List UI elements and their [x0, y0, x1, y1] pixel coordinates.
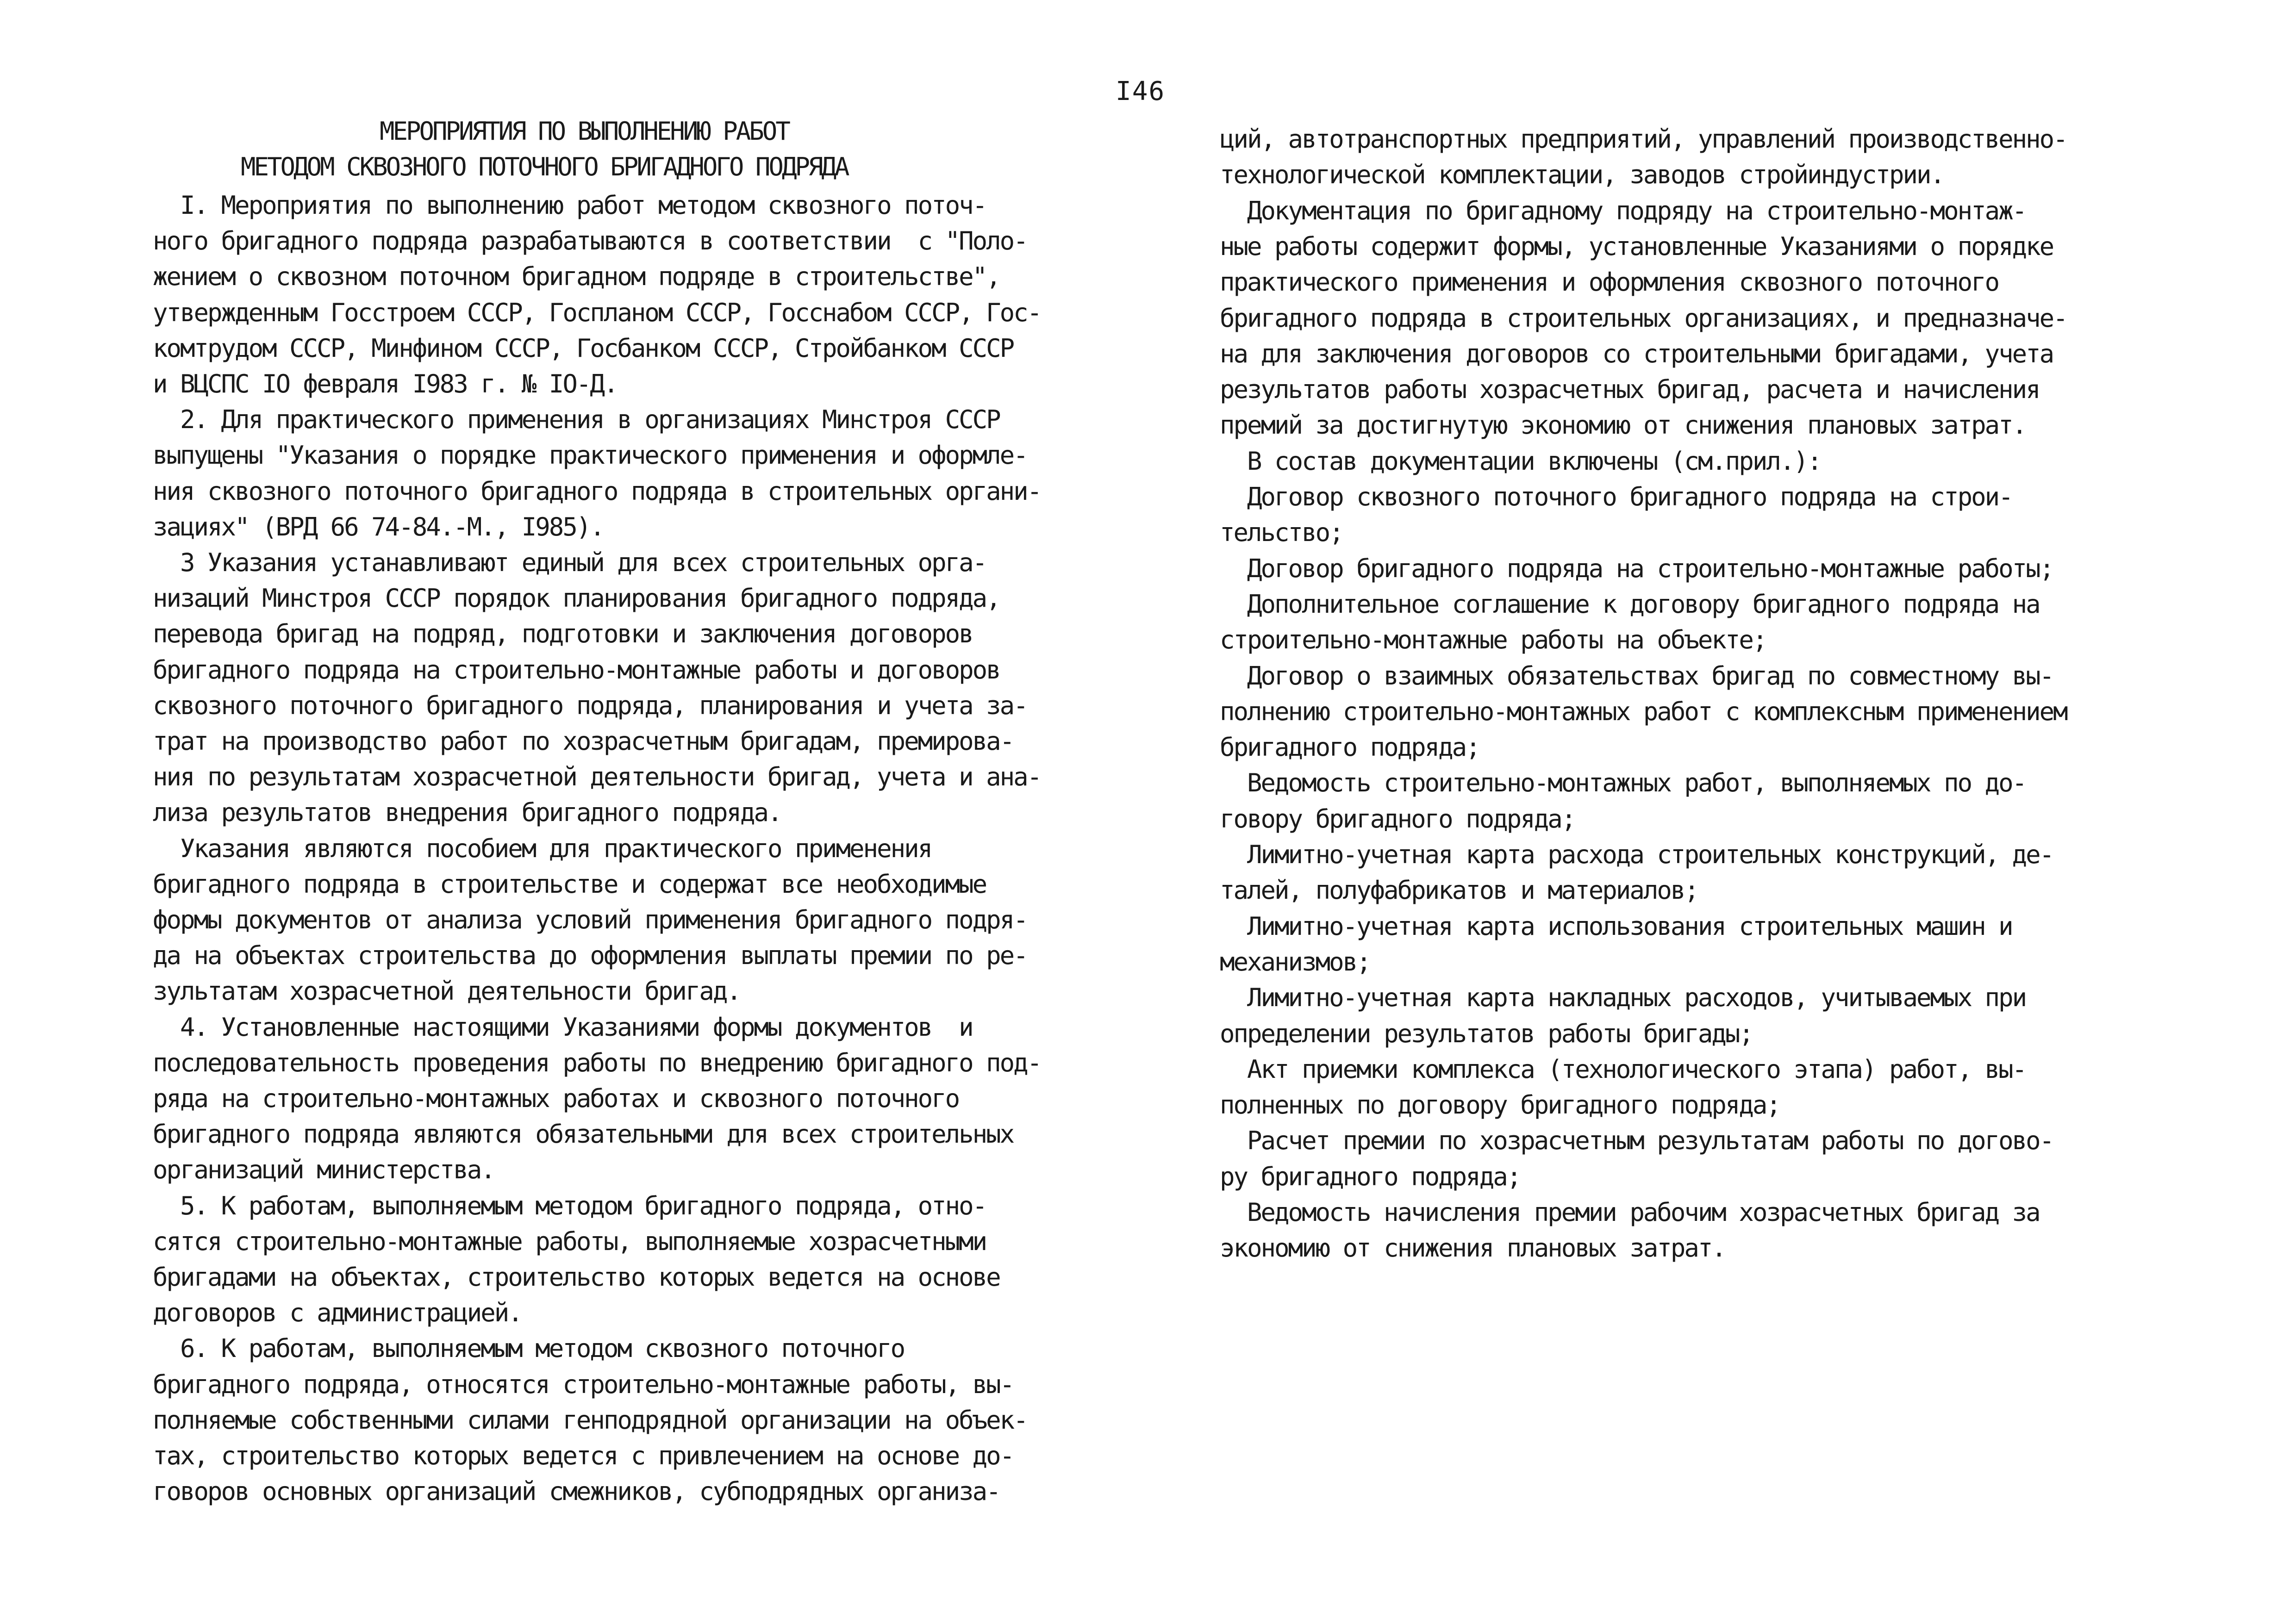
text-line: формы документов от анализа условий применения бригадного подря-	[153, 905, 1027, 934]
text-line: бригадного подряда, относятся строительно-монтажные работы, вы-	[153, 1370, 1014, 1399]
text-line: и ВЦСПС IO февраля I983 г. № IO-Д.	[153, 369, 618, 398]
text-line: последовательность проведения работы по внедрению бригадного под-	[153, 1048, 1041, 1077]
document-title-line: МЕТОДОМ СКВОЗНОГО ПОТОЧНОГО БРИГАДНОГО ПОДРЯДА	[241, 152, 848, 181]
text-line: Договор сквозного поточного бригадного подряда на строи-	[1220, 482, 2012, 511]
text-line: утвержденным Госстроем СССР, Госпланом СССР, Госснабом СССР, Гос-	[153, 298, 1041, 327]
text-line: бригадного подряда являются обязательными для всех строительных	[153, 1120, 1014, 1149]
text-line: бригадного подряда в строительных организациях, и предназначе-	[1220, 304, 2067, 333]
text-line: технологической комплектации, заводов стройиндустрии.	[1220, 160, 1944, 189]
text-line: сквозного поточного бригадного подряда, планирования и учета за-	[153, 691, 1027, 720]
text-line: Лимитно-учетная карта расхода строительных конструкций, де-	[1220, 840, 2053, 869]
text-line: тах, строительство которых ведется с привлечением на основе до-	[153, 1441, 1014, 1470]
text-line: лиза результатов внедрения бригадного подряда.	[153, 798, 781, 827]
text-line: В состав документации включены (см.прил.):	[1220, 447, 1821, 476]
text-line: тельство;	[1220, 518, 1343, 547]
text-line: бригадного подряда в строительстве и содержат все необходимые	[153, 870, 986, 899]
text-line: говоров основных организаций смежников, субподрядных организа-	[153, 1477, 1000, 1506]
text-line: экономию от снижения плановых затрат.	[1220, 1233, 1725, 1263]
text-line: бригадного подряда на строительно-монтажные работы и договоров	[153, 655, 1000, 684]
text-line: ные работы содержит формы, установленные Указаниями о порядке	[1220, 232, 2053, 261]
text-line: Расчет премии по хозрасчетным результатам работы по догово-	[1220, 1126, 2053, 1155]
text-line: Лимитно-учетная карта накладных расходов, учитываемых при	[1220, 983, 2026, 1012]
text-line: Дополнительное соглашение к договору бригадного подряда на	[1220, 590, 2040, 619]
text-line: зациях" (ВРД 66 74-84.-М., I985).	[153, 512, 604, 541]
text-line: полнению строительно-монтажных работ с комплексным применением	[1220, 697, 2067, 726]
text-line: талей, полуфабрикатов и материалов;	[1220, 876, 1698, 905]
text-line: говору бригадного подряда;	[1220, 804, 1575, 834]
text-line: сятся строительно-монтажные работы, выполняемые хозрасчетными	[153, 1227, 986, 1256]
text-line: премий за достигнутую экономию от снижения плановых затрат.	[1220, 411, 2026, 440]
text-line: Ведомость строительно-монтажных работ, выполняемых по до-	[1220, 768, 2026, 797]
text-line: ния сквозного поточного бригадного подряда в строительных органи-	[153, 477, 1041, 506]
text-line: организаций министерства.	[153, 1155, 494, 1184]
text-line: 5. К работам, выполняемым методом бригадного подряда, отно-	[153, 1191, 986, 1220]
text-line: на для заключения договоров со строительными бригадами, учета	[1220, 339, 2053, 368]
text-line: Указания являются пособием для практического применения	[153, 834, 932, 863]
text-line: низаций Минстроя СССР порядок планирования бригадного подряда,	[153, 584, 1000, 613]
text-line: да на объектах строительства до оформления выплаты премии по ре-	[153, 941, 1027, 970]
document-title-line: МЕРОПРИЯТИЯ ПО ВЫПОЛНЕНИЮ РАБОТ	[380, 117, 789, 146]
text-line: Ведомость начисления премии рабочим хозрасчетных бригад за	[1220, 1198, 2040, 1227]
text-line: ного бригадного подряда разрабатываются в соответствии с "Поло-	[153, 226, 1027, 255]
text-line: 3 Указания устанавливают единый для всех строительных орга-	[153, 548, 986, 577]
text-line: механизмов;	[1220, 947, 1370, 977]
text-line: 6. К работам, выполняемым методом сквозного поточного	[153, 1334, 905, 1363]
text-line: зультатам хозрасчетной деятельности бригад.	[153, 977, 740, 1006]
text-line: полненных по договору бригадного подряда;	[1220, 1090, 1780, 1120]
text-line: ций, автотранспортных предприятий, управлений производственно-	[1220, 124, 2067, 154]
text-line: ряда на строительно-монтажных работах и сквозного поточного	[153, 1084, 959, 1113]
text-line: выпущены "Указания о порядке практического применения и оформле-	[153, 441, 1027, 470]
text-line: полняемые собственными силами генподрядной организации на объек-	[153, 1406, 1027, 1435]
text-line: бригадами на объектах, строительство которых ведется на основе	[153, 1263, 1000, 1292]
text-line: 4. Установленные настоящими Указаниями формы документов и	[153, 1013, 973, 1042]
text-line: определении результатов работы бригады;	[1220, 1019, 1753, 1048]
text-line: ру бригадного подряда;	[1220, 1162, 1521, 1191]
text-line: Договор о взаимных обязательствах бригад по совместному вы-	[1220, 661, 2053, 691]
text-line: Договор бригадного подряда на строительно-монтажные работы;	[1220, 554, 2053, 583]
text-line: комтрудом СССР, Минфином СССР, Госбанком СССР, Стройбанком СССР	[153, 334, 1014, 363]
text-line: жением о сквозном поточном бригадном подряде в строительстве",	[153, 262, 1000, 291]
text-line: перевода бригад на подряд, подготовки и заключения договоров	[153, 619, 973, 648]
text-line: трат на производство работ по хозрасчетным бригадам, премирова-	[153, 727, 1014, 756]
text-line: 2. Для практического применения в организациях Минстроя СССР	[153, 405, 1000, 434]
text-line: Лимитно-учетная карта использования строительных машин и	[1220, 912, 2012, 941]
text-line: бригадного подряда;	[1220, 733, 1479, 762]
page-number: I46	[1116, 76, 1166, 106]
text-line: договоров с администрацией.	[153, 1298, 522, 1327]
text-line: строительно-монтажные работы на объекте;	[1220, 625, 1766, 654]
text-line: I. Мероприятия по выполнению работ методом сквозного поточ-	[153, 191, 986, 220]
text-line: результатов работы хозрасчетных бригад, расчета и начисления	[1220, 375, 2040, 404]
text-line: Документация по бригадному подряду на строительно-монтаж-	[1220, 196, 2026, 225]
text-line: практического применения и оформления сквозного поточного	[1220, 268, 1999, 297]
text-line: ния по результатам хозрасчетной деятельности бригад, учета и ана-	[153, 762, 1041, 791]
text-line: Акт приемки комплекса (технологического этапа) работ, вы-	[1220, 1055, 2026, 1084]
